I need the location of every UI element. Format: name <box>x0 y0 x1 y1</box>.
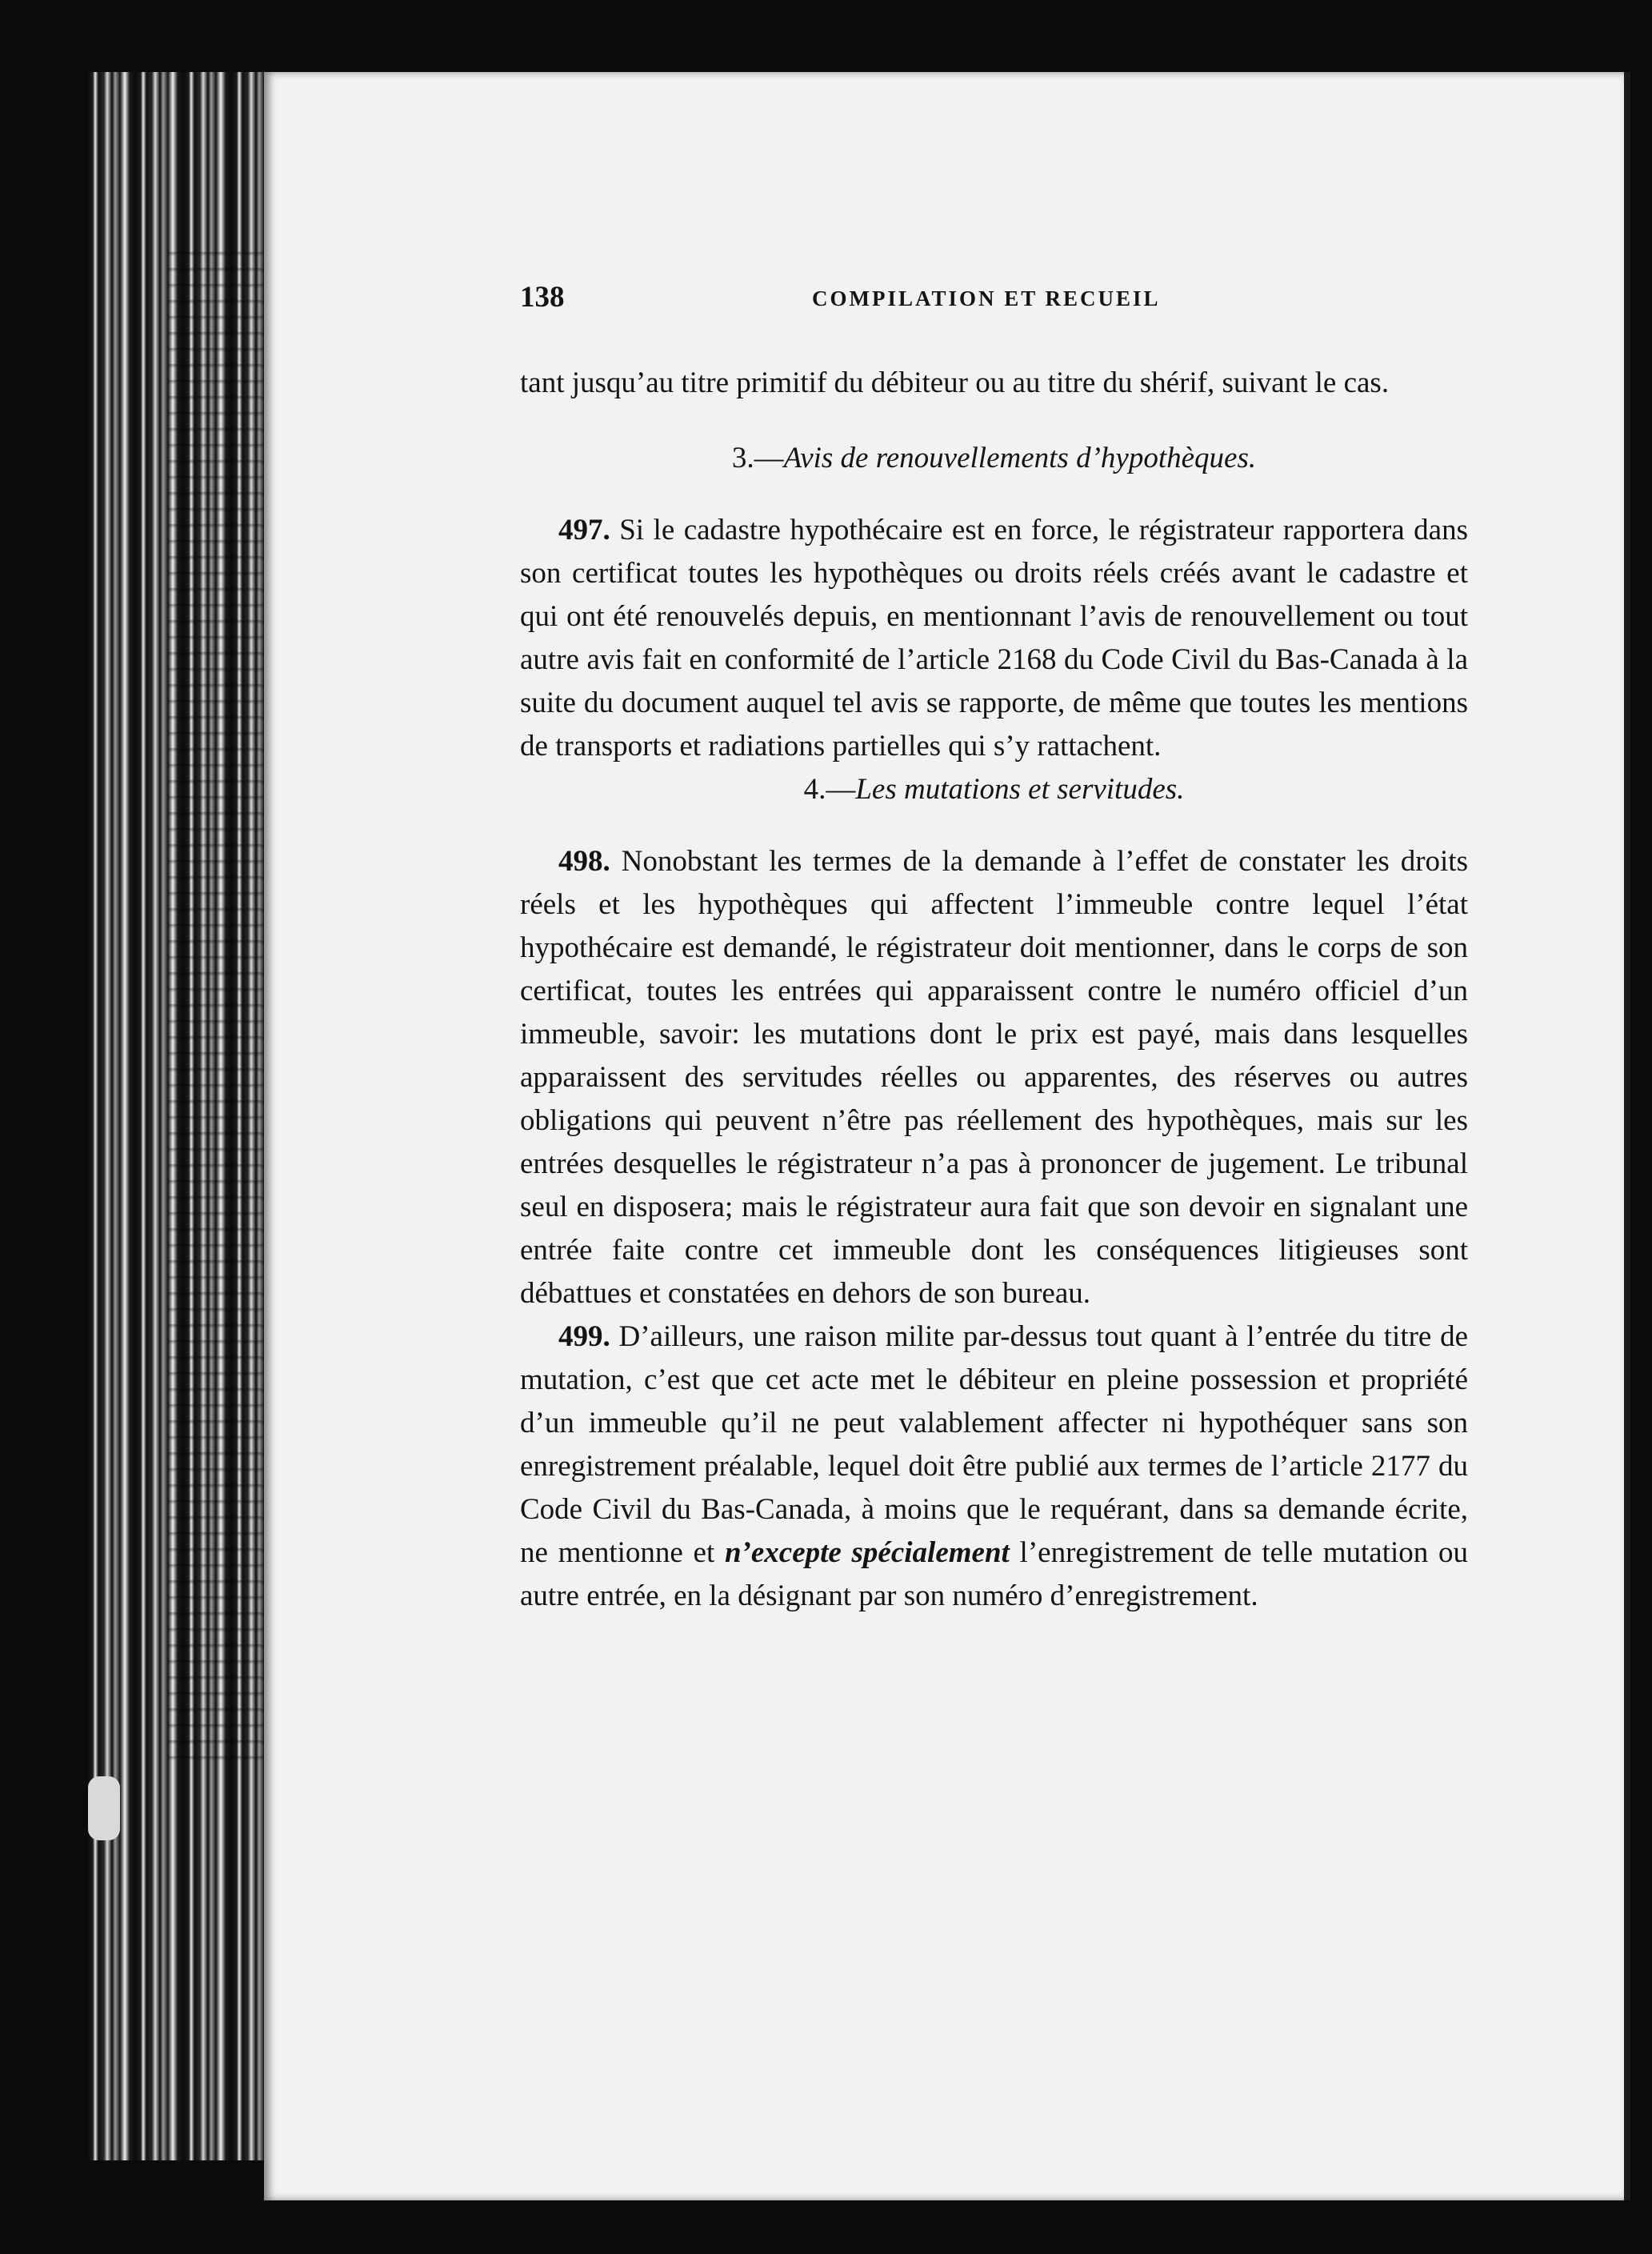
article-497 <box>520 509 1468 768</box>
binding-shadow <box>168 240 264 1760</box>
continuation-paragraph <box>520 362 1468 405</box>
section-4-title: Les mutations et servitudes. <box>855 773 1185 806</box>
page-number: 138 <box>520 281 565 314</box>
paper-clip-spot <box>88 1776 120 1840</box>
page-header <box>520 280 1468 328</box>
article-497-text: Si le cadastre hypothécaire est en force, le régistrateur rapportera dans son certificat toutes les hypothèques ou droits réels créés avant le cadastre et qui ont été renouvelés depuis, en mentionnant l’avis de renouvellement ou tout autre avis fait en conformité de l’article 2168 du Code Civil du Bas-Canada à la suite du document auquel tel avis se rapporte, de même que toutes les mentions de transports et radiations partielles qui s’y rattachent. <box>520 514 1468 763</box>
section-3-heading <box>520 437 1468 480</box>
continuation-text: tant jusqu’au titre primitif du débiteur ou au titre du shérif, suivant le cas. <box>520 366 1390 399</box>
section-3-number: 3.— <box>731 442 784 474</box>
article-499-text-after: l’enregistrement de telle mutation ou autre entrée, en la désignant par son numéro d’enregistrement. <box>520 1536 1468 1612</box>
article-499 <box>520 1315 1468 1618</box>
article-499-emphasis: n’excepte spécialement <box>724 1536 1010 1569</box>
article-498-number: 498. <box>558 845 610 878</box>
section-4-heading <box>520 768 1468 811</box>
article-497-number: 497. <box>558 514 610 546</box>
page-text <box>520 280 1468 1618</box>
article-498 <box>520 840 1468 1315</box>
page-edge-mark <box>1624 72 1630 2200</box>
section-4-number: 4.— <box>803 773 856 806</box>
article-498-text: Nonobstant les termes de la demande à l’effet de constater les droits réels et les hypothèques qui affectent l’immeuble contre lequel l’état hypothécaire est demandé, le régistrateur doit mentionner, dans le corps de son certificat, toutes les entrées qui apparaissent contre le numéro officiel d’un immeuble, savoir: les mutations dont le prix est payé, mais dans lesquelles apparaissent des servitudes réelles ou apparentes, des réserves ou autres obligations qui peuvent n’être pas réellement des hypothèques, mais sur les entrées desquelles le régistrateur n’a pas à prononcer de jugement. Le tribunal seul en disposera; mais le régistrateur aura fait que son devoir en signalant une entrée faite contre cet immeuble dont les conséquences litigieuses sont débattues et constatées en dehors de son bureau. <box>520 845 1468 1310</box>
article-499-number: 499. <box>558 1320 610 1353</box>
section-3-title: Avis de renouvellements d’hypothèques. <box>783 442 1257 474</box>
running-head: COMPILATION ET RECUEIL <box>812 286 1161 310</box>
article-499-text-before: D’ailleurs, une raison milite par-dessus tout quant à l’entrée du titre de mutation, c’est que cet acte met le débiteur en pleine possession et propriété d’un immeuble qu’il ne peut valablement affecter ni hypothéquer sans son enregistrement préalable, lequel doit être publié aux termes de l’article 2177 du Code Civil du Bas-Canada, à moins que le requérant, dans sa demande écrite, ne mentionne et <box>520 1320 1468 1569</box>
